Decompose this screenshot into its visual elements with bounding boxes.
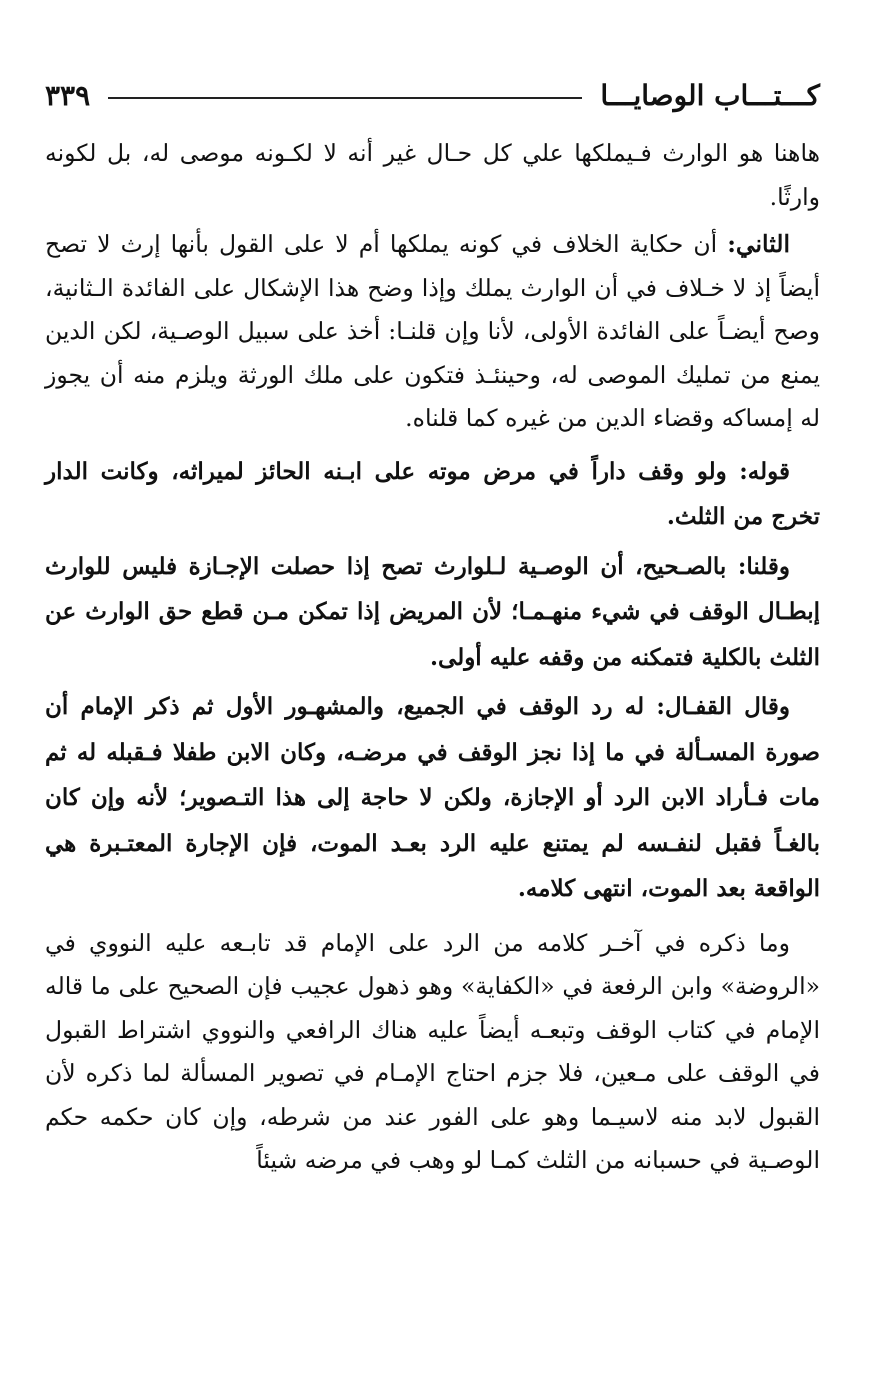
- paragraph-commentary: [45, 922, 820, 1183]
- paragraph-text: هاهنا هو الوارث فـيملكها علي كل حـال غير أنه لا لكـونه موصى له، بل لكونه وارثًا.: [45, 139, 820, 211]
- paragraph-text: أن حكاية الخلاف في كونه يملكها أم لا على القول بأنها إرث لا تصح أيضاً إذ لا خـلاف في أن الوارث يملك وإذا وضح هذا الإشكال على الفائدة الـثانية، وصح أيضـاً على الفائدة الأولى، لأنا وإن قلنـا: أخذ على سبيل الوصـية، لكن الدين يمنع من تمليك الموصى له، وحينئـذ فتكون على ملك الورثة ويلزم منه أن يجوز له إمساكه وقضاء الدين من غيره كما قلناه.: [45, 230, 820, 432]
- running-header: [45, 72, 820, 118]
- header-rule: [108, 97, 582, 99]
- paragraph-text: قوله: ولو وقف داراً في مرض موته على ابـنه الحائز لميراثه، وكانت الدار تخرج من الثلث.: [45, 457, 820, 530]
- paragraph-second-point: [45, 223, 820, 441]
- paragraph-text: وما ذكره في آخـر كلامه من الرد على الإمام قد تابـعه عليه النووي في «الروضة» وابن الرفعة في «الكفاية» وهو ذهول عجيب فإن الصحيح على ما قاله الإمام في كتاب الوقف وتبعـه أيضاً عليه هناك الرافعي والنووي اشتراط القبول في الوقف على مـعين، فلا جزم احتاج الإمـام في تصوير المسألة لما ذكره لأن القبول لابد منه لاسيـما وهو على الفور عند من شرطه، وإن كان حكمه حكم الوصـية في حسبانه من الثلث كمـا لو وهب في مرضه شيئاً: [45, 928, 820, 1174]
- paragraph-lead: الثاني:: [727, 230, 790, 258]
- paragraph-quoted-text: [45, 544, 820, 681]
- page-number: ٣٣٩: [45, 78, 91, 112]
- page-body: [45, 132, 820, 1183]
- paragraph-text: وقلنا: بالصـحيح، أن الوصـية لـلوارث تصح إذا حصلت الإجـازة فليس للوارث إبطـال الوقف في شيء منهـمـا؛ لأن المريض إذا تمكن مـن قطع حق الوارث عن الثلث بالكلية فتمكنه من وقفه عليه أولى.: [45, 552, 820, 671]
- paragraph-quoted-text: [45, 449, 820, 540]
- paragraph-quoted-text: [45, 684, 820, 912]
- book-section-title: كـــتـــاب الوصايـــا: [600, 78, 820, 112]
- paragraph-text: وقال القفـال: له رد الوقف في الجميع، والمشهـور الأول ثم ذكر الإمام أن صورة المسـألة في ما إذا نجز الوقف في مرضـه، وكان الابن طفلا فـقبله له ثم مات فـأراد الابن الرد أو الإجازة، ولكن لا حاجة إلى هذا التـصوير؛ لأنه وإن كان بالغـاً فقبل لنفـسه لم يمتنع عليه الرد بعـد الموت، فإن الإجارة المعتـبرة هي الواقعة بعد الموت، انتهى كلامه.: [45, 693, 820, 902]
- paragraph-continuation: [45, 132, 820, 219]
